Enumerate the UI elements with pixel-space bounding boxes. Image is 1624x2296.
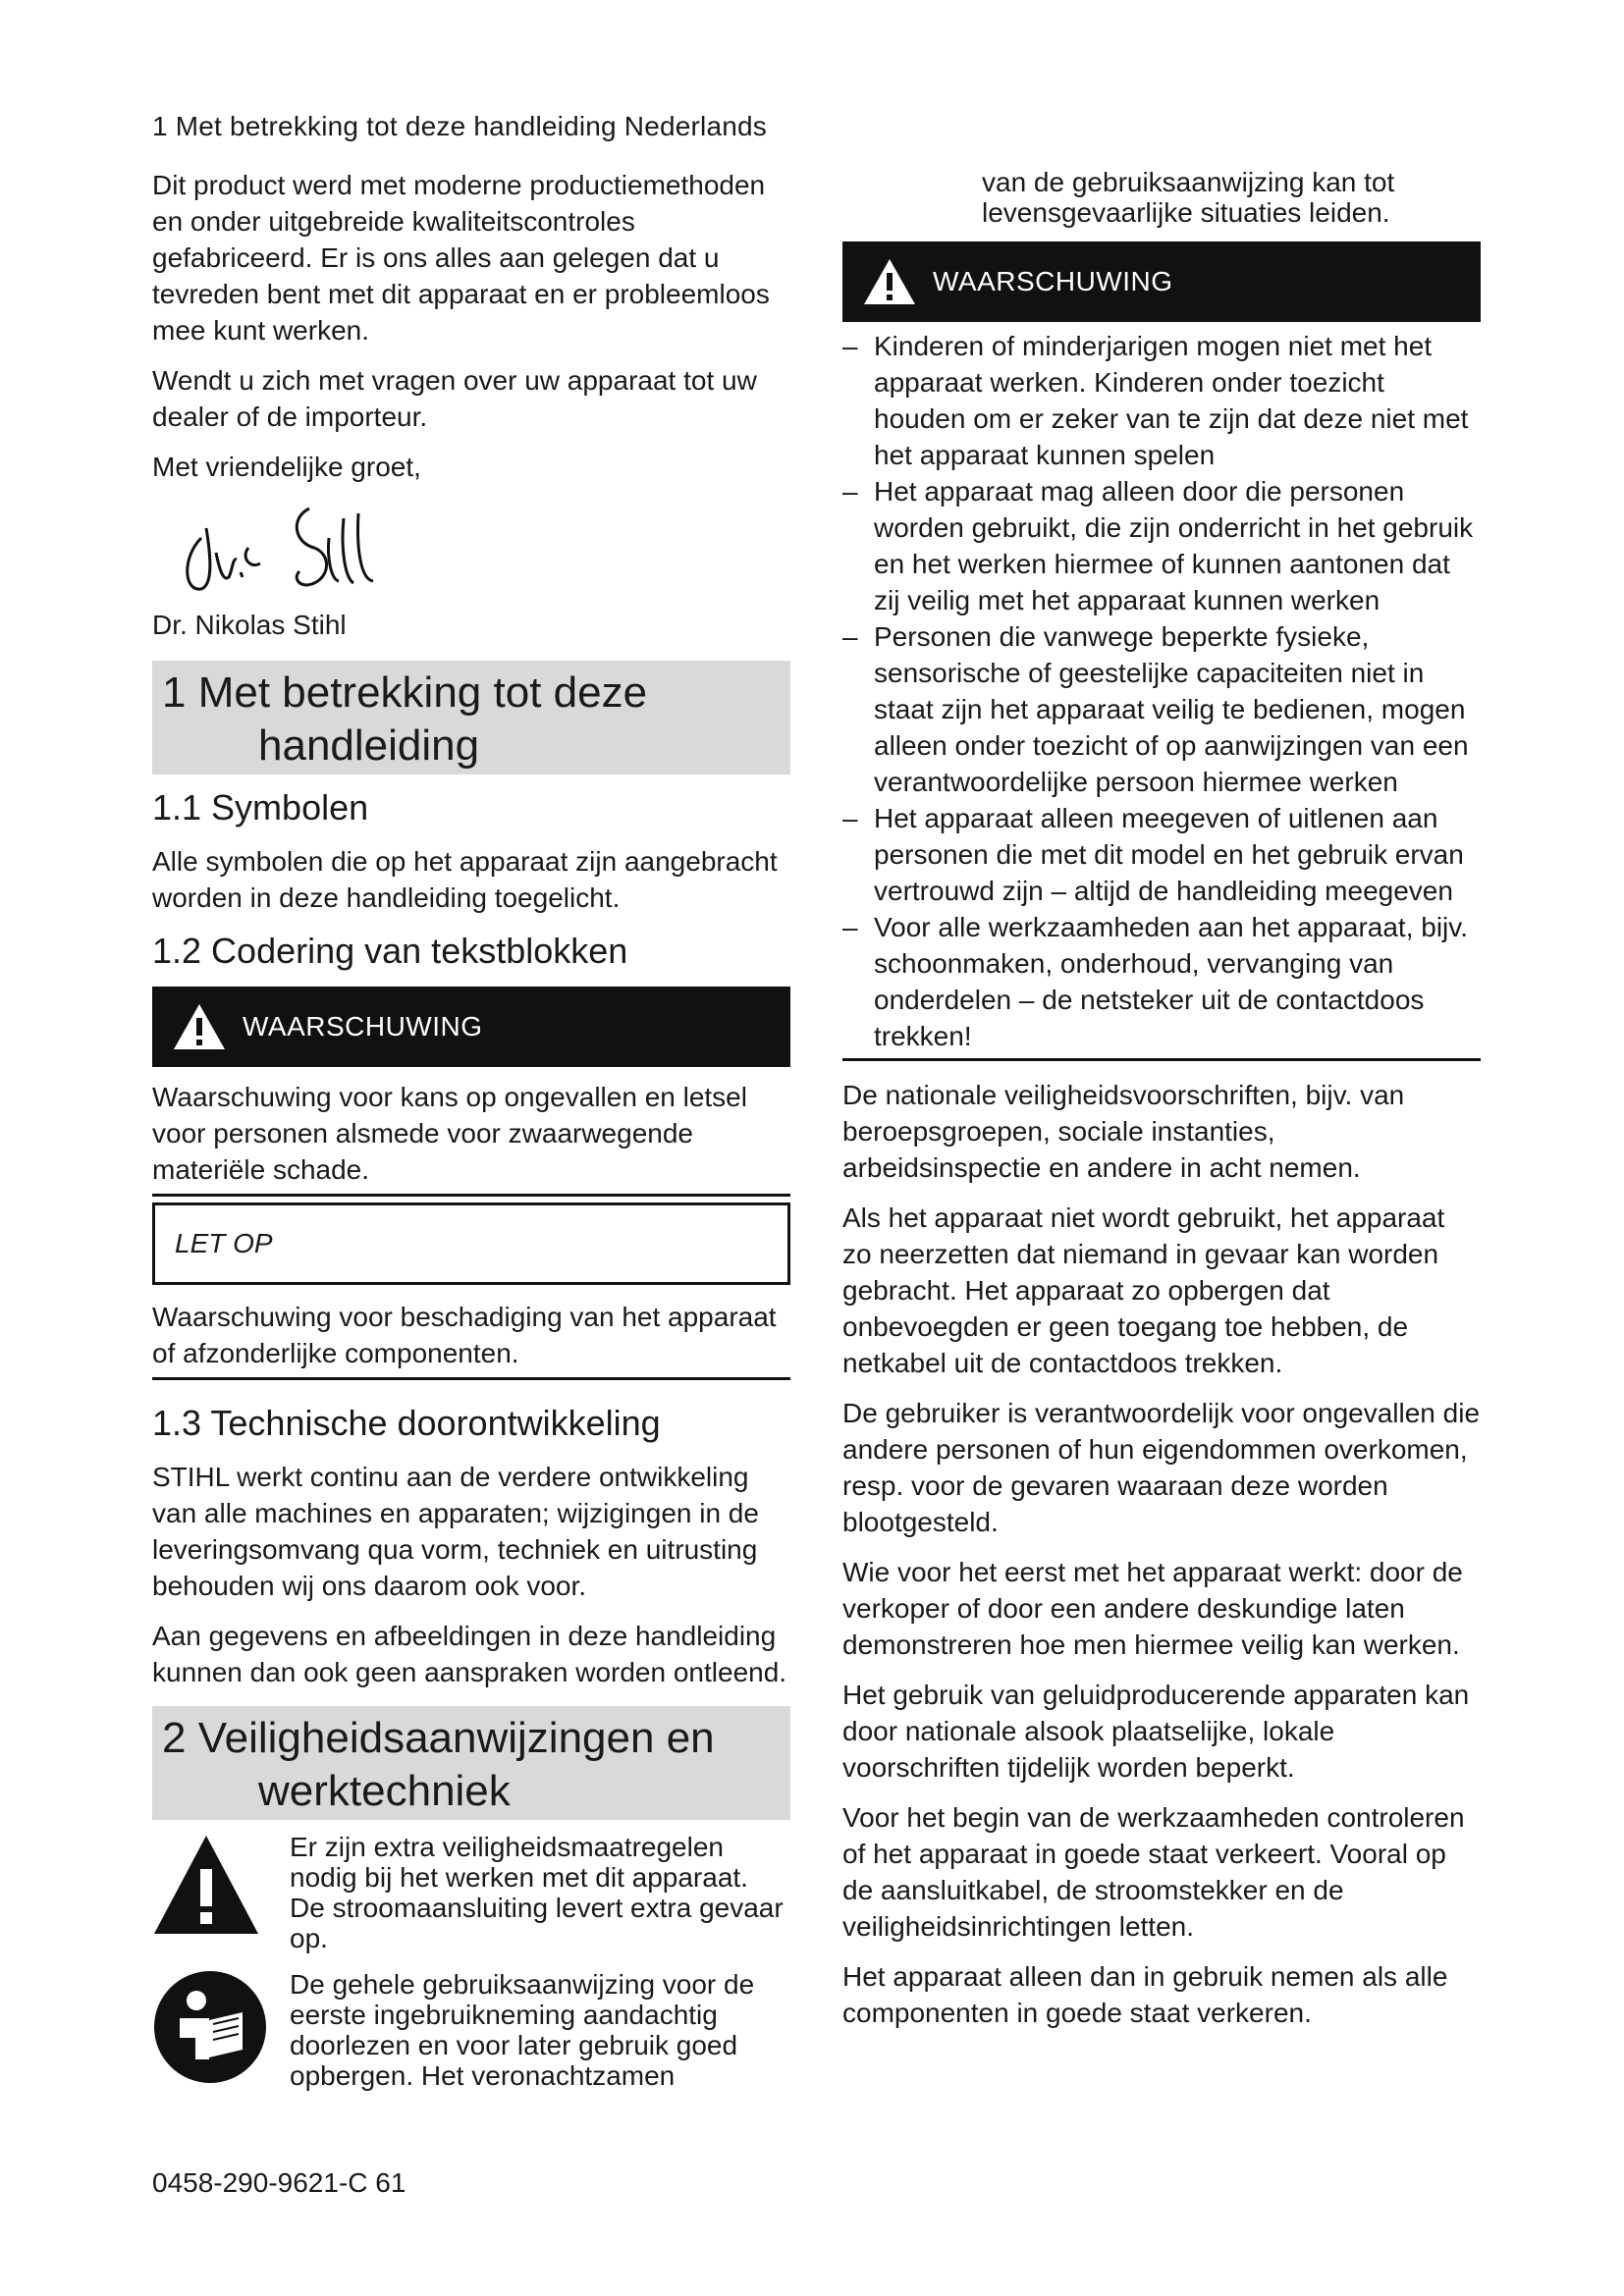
safety-note-electrical-text: Er zijn extra veiligheidsmaatregelen nodig bij het werken met dit apparaat. De stroomaansluiting levert extra gevaar op. (290, 1832, 784, 1953)
danger-triangle-icon (152, 1832, 260, 1940)
list-item: – Personen die vanwege beperkte fysieke, sensorische of geestelijke capaciteiten niet in staat zijn het apparaat veilig te bedienen, mogen alleen onder toezicht of op aanwijzingen van een verantwoordelijke persoon hiermee werken (842, 618, 1481, 800)
signatory-name: Dr. Nikolas Stihl (152, 610, 347, 640)
page-footer: 0458-290-9621-C 61 (152, 2167, 406, 2198)
read-manual-icon (152, 1969, 268, 2085)
warning-description: Waarschuwing voor kans op ongevallen en letsel voor personen alsmede voor zwaarwegende materiële schade. (152, 1082, 747, 1185)
warning-banner (152, 987, 790, 1067)
paragraph: Het apparaat alleen dan in gebruik nemen als alle componenten in goede staat verkeren. (842, 1961, 1448, 2028)
notice-description: Waarschuwing voor beschadiging van het apparaat of afzonderlijke componenten. (152, 1302, 777, 1368)
list-item: – Het apparaat alleen meegeven of uitlenen aan personen die met dit model en het gebruik ervan vertrouwd zijn – altijd de handleiding meegeven (842, 800, 1481, 909)
warning-banner (842, 241, 1481, 322)
warning-triangle-icon (172, 1002, 227, 1051)
notice-label: LET OP (175, 1228, 273, 1258)
right-column (842, 167, 1481, 2045)
section-2-title-line2: werktechniek (258, 1767, 511, 1815)
section-1-title-line2: handleiding (258, 721, 480, 770)
section-1-1-title: 1.1 Symbolen (152, 787, 369, 828)
divider (152, 1194, 790, 1197)
warning-list (842, 328, 1481, 1054)
continued-text: van de gebruiksaanwijzing kan tot levensgevaarlijke situaties leiden. (982, 167, 1395, 228)
notice-box (152, 1202, 790, 1285)
divider (842, 1058, 1481, 1061)
warning-label: WAARSCHUWING (933, 266, 1173, 296)
signature-image (152, 499, 790, 607)
intro-paragraph-2: Wendt u zich met vragen over uw apparaat tot uw dealer of de importeur. (152, 365, 757, 432)
section-1-3-paragraph-1: STIHL werkt continu aan de verdere ontwikkeling van alle machines en apparaten; wijzigingen in de leveringsomvang qua vorm, techniek en uitrusting behouden wij ons daarom ook voor. (152, 1462, 759, 1601)
warning-label: WAARSCHUWING (243, 1011, 483, 1041)
section-1-heading (152, 661, 790, 774)
list-item: – Het apparaat mag alleen door die personen worden gebruikt, die zijn onderricht in het gebruik en het werken hiermee of kunnen aantonen dat zij veilig met het apparaat kunnen werken (842, 473, 1481, 618)
warning-triangle-icon (862, 257, 917, 306)
paragraph: De nationale veiligheidsvoorschriften, bijv. van beroepsgroepen, sociale instanties, arbeidsinspectie en andere in acht nemen. (842, 1080, 1405, 1183)
paragraph: De gebruiker is verantwoordelijk voor ongevallen die andere personen of hun eigendommen overkomen, resp. voor de gevaren waaraan deze worden blootgesteld. (842, 1398, 1481, 1537)
section-2-heading (152, 1706, 790, 1820)
paragraph: Wie voor het eerst met het apparaat werkt: door de verkoper of door een andere deskundige laten demonstreren hoe men hiermee veilig kan werken. (842, 1557, 1463, 1660)
intro-paragraph-1: Dit product werd met moderne productiemethoden en onder uitgebreide kwaliteitscontroles gefabriceerd. Er is ons alles aan gelegen dat u tevreden bent met dit apparaat en er probleemloos mee kunt werken. (152, 170, 770, 346)
section-1-title-line1: 1 Met betrekking tot deze (162, 668, 648, 717)
paragraph: Als het apparaat niet wordt gebruikt, het apparaat zo neerzetten dat niemand in gevaar kan worden gebracht. Het apparaat zo opbergen dat onbevoegden er geen toegang toe hebben, de netkabel uit de contactdoos trekken. (842, 1202, 1445, 1378)
divider (152, 1377, 790, 1380)
running-header: 1 Met betrekking tot deze handleiding Nederlands (152, 111, 767, 141)
list-item: – Kinderen of minderjarigen mogen niet met het apparaat werken. Kinderen onder toezicht houden om er zeker van te zijn dat deze niet met het apparaat kunnen spelen (842, 328, 1481, 473)
safety-note-read-manual (152, 1969, 790, 2091)
section-1-3-paragraph-2: Aan gegevens en afbeeldingen in deze handleiding kunnen dan ook geen aanspraken worden ontleend. (152, 1621, 787, 1687)
paragraph: Het gebruik van geluidproducerende apparaten kan door nationale alsook plaatselijke, lokale voorschriften tijdelijk worden beperkt. (842, 1680, 1470, 1783)
section-1-1-text: Alle symbolen die op het apparaat zijn aangebracht worden in deze handleiding toegelicht. (152, 846, 778, 913)
section-2-title-line1: 2 Veiligheidsaanwijzingen en (162, 1714, 715, 1762)
section-1-2-title: 1.2 Codering van tekstblokken (152, 931, 628, 971)
greeting: Met vriendelijke groet, (152, 452, 421, 482)
safety-note-electrical (152, 1832, 790, 1953)
list-item: – Voor alle werkzaamheden aan het apparaat, bijv. schoonmaken, onderhoud, vervanging van onderdelen – de netsteker uit de contactdoos trekken! (842, 909, 1481, 1054)
safety-note-read-manual-text: De gehele gebruiksaanwijzing voor de eerste ingebruikneming aandachtig doorlezen en voor later gebruik goed opbergen. Het veronachtzamen (290, 1969, 755, 2091)
paragraph: Voor het begin van de werkzaamheden controleren of het apparaat in goede staat verkeert. Vooral op de aansluitkabel, de stroomstekker en de veiligheidsinrichtingen letten. (842, 1802, 1465, 1942)
left-column (152, 167, 790, 2107)
section-1-3-title: 1.3 Technische doorontwikkeling (152, 1403, 661, 1443)
